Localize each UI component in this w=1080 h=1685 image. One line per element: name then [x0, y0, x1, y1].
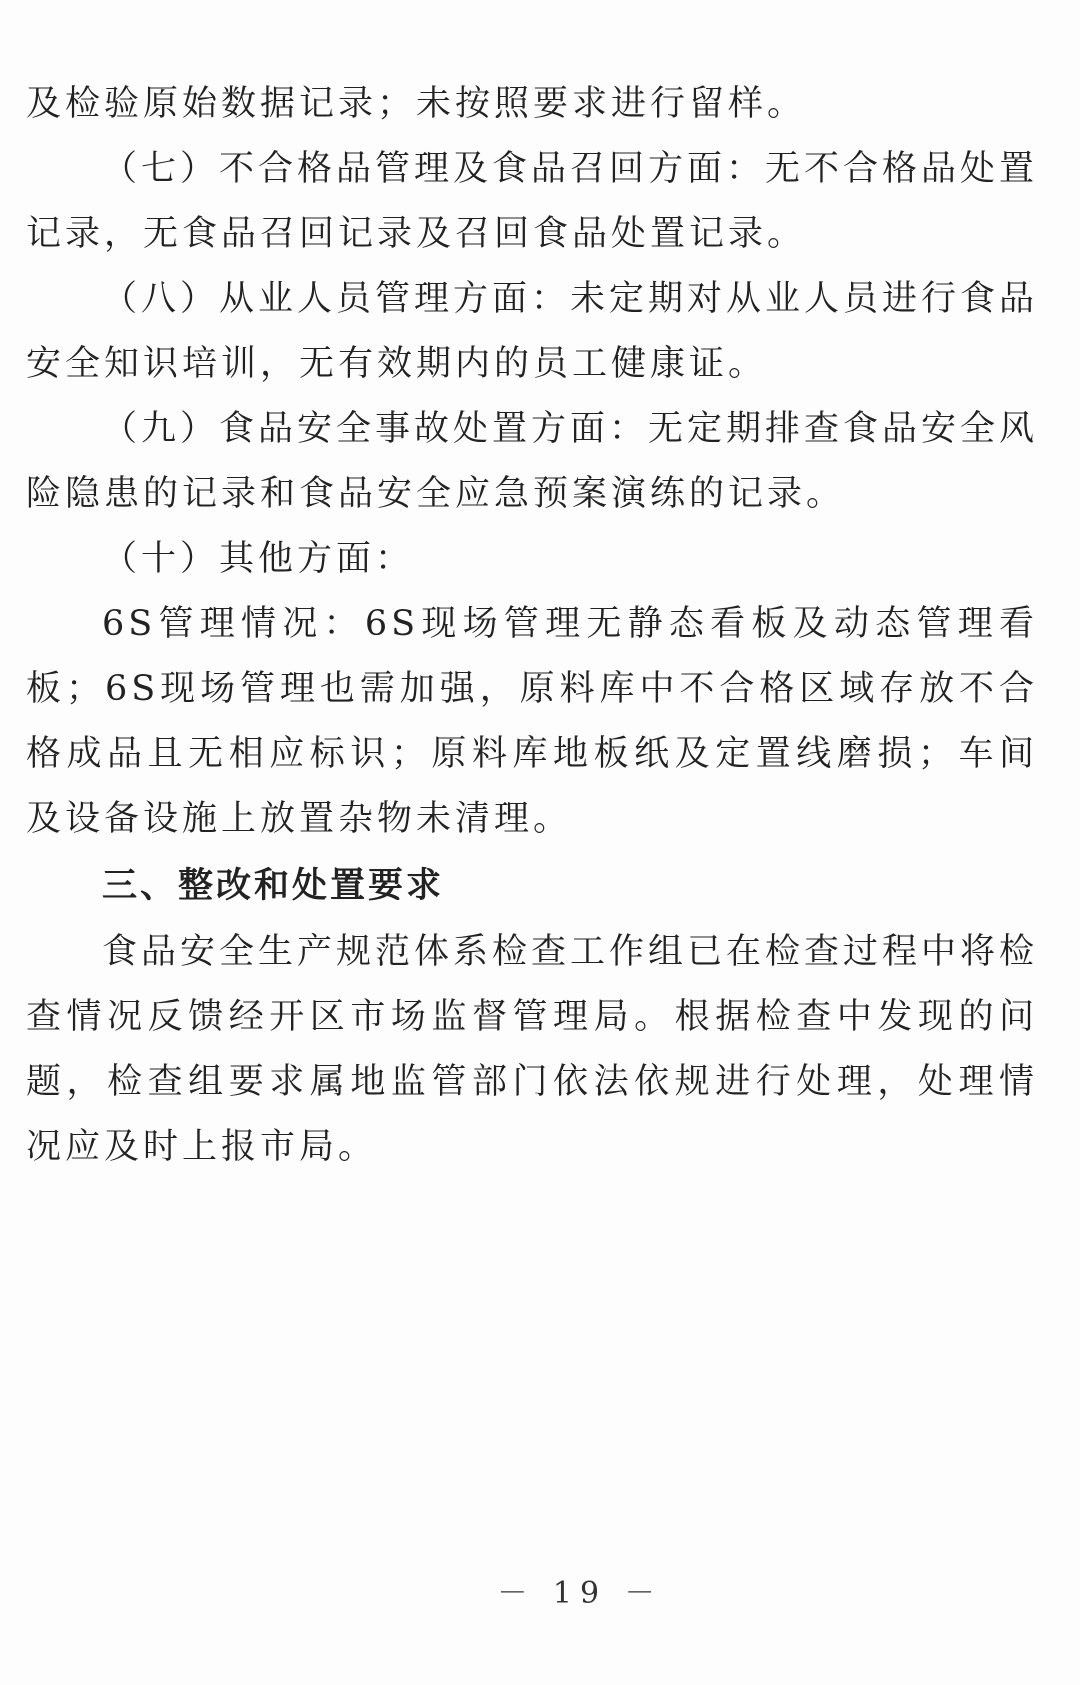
section-heading: 三、整改和处置要求 [102, 866, 445, 906]
paragraph-item-9: （九）食品安全事故处置方面：无定期排查食品安全风险隐患的记录和食品安全应急预案演练的记录。 [26, 409, 1039, 514]
paragraph-item-10-detail: 6S管理情况：6S现场管理无静态看板及动态管理看板；6S现场管理也需加强，原料库中不合格区域存放不合格成品且无相应标识；原料库地板纸及定置线磨损；车间及设备设施上放置杂物未清理。 [26, 604, 1038, 839]
paragraph-item-10: （十）其他方面： [102, 539, 415, 579]
document-body [26, 72, 1038, 1180]
page-number: － 19 － [497, 1576, 663, 1611]
paragraph-continuation: 及检验原始数据记录；未按照要求进行留样。 [26, 84, 807, 124]
paragraph-item-7: （七）不合格品管理及食品召回方面：无不合格品处置记录，无食品召回记录及召回食品处置记录。 [26, 149, 1039, 254]
closing-paragraph: 食品安全生产规范体系检查工作组已在检查过程中将检查情况反馈经开区市场监督管理局。根据检查中发现的问题，检查组要求属地监管部门依法依规进行处理，处理情况应及时上报市局。 [26, 932, 1039, 1167]
paragraph-item-8: （八）从业人员管理方面：未定期对从业人员进行食品安全知识培训，无有效期内的员工健康证。 [26, 279, 1039, 384]
